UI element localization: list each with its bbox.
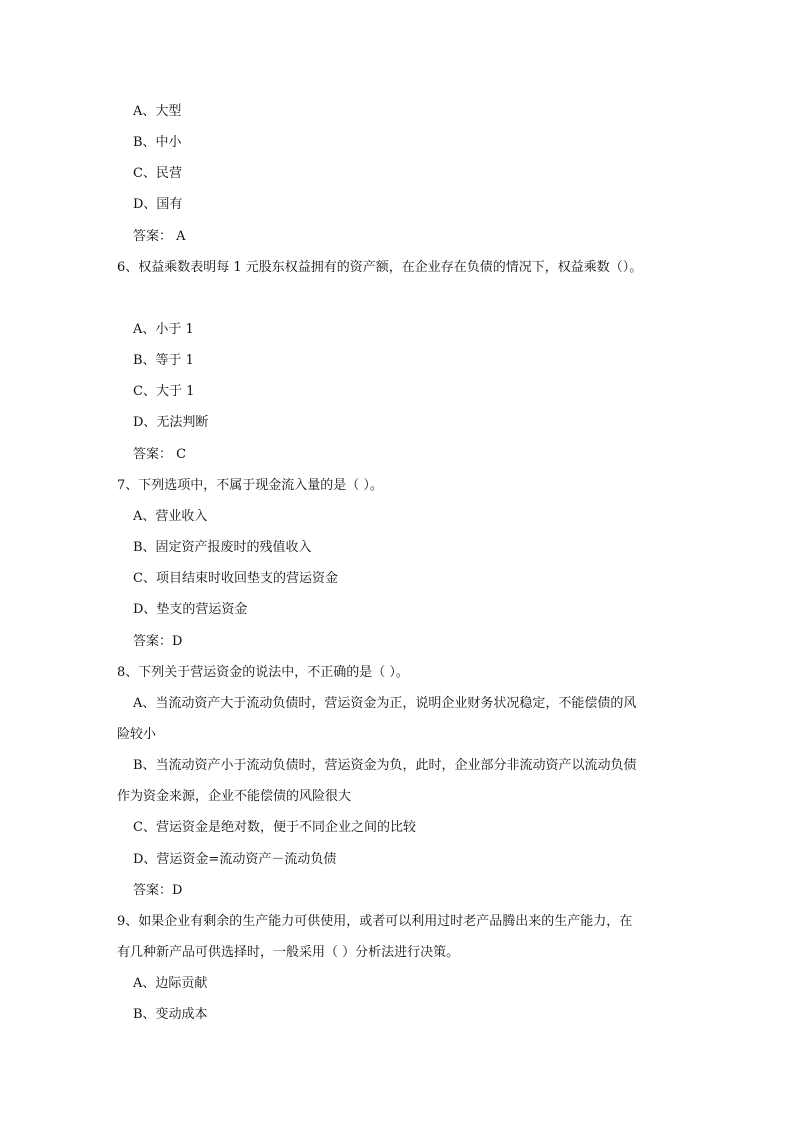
option-b: B、固定资产报废时的残值收入 xyxy=(133,540,312,555)
question-8: 8、下列关于营运资金的说法中，不正确的是（ ）。 xyxy=(117,665,409,680)
option-b: B、中小 xyxy=(133,135,182,150)
option-d: D、营运资金=流动资产－流动负债 xyxy=(133,852,337,867)
question-9: 9、如果企业有剩余的生产能力可供使用，或者可以利用过时老产品腾出来的生产能力，在 xyxy=(117,914,633,929)
answer-8: 答案：D xyxy=(133,883,183,898)
option-a-continued: 险较小 xyxy=(117,727,157,742)
option-c: C、民营 xyxy=(133,166,182,181)
answer-7: 答案：D xyxy=(133,634,183,649)
option-d: D、国有 xyxy=(133,197,183,212)
option-b-continued: 作为资金来源，企业不能偿债的风险很大 xyxy=(117,789,352,804)
option-a: A、边际贡献 xyxy=(133,976,208,991)
option-c: C、大于 1 xyxy=(133,384,195,399)
option-a: A、大型 xyxy=(133,104,182,119)
option-b: B、变动成本 xyxy=(133,1007,208,1022)
question-7: 7、下列选项中，不属于现金流入量的是（ ）。 xyxy=(117,478,383,493)
question-6: 6、权益乘数表明每 1 元股东权益拥有的资产额，在企业存在负债的情况下，权益乘数（）。 xyxy=(117,260,643,275)
option-a: A、小于 1 xyxy=(133,322,194,337)
option-d: D、无法判断 xyxy=(133,415,209,430)
answer-5: 答案： A xyxy=(133,229,186,244)
question-9-continued: 有几种新产品可供选择时，一般采用（ ）分析法进行决策。 xyxy=(117,945,460,960)
answer-6: 答案： C xyxy=(133,447,187,462)
option-a: A、当流动资产大于流动负债时，营运资金为正，说明企业财务状况稳定，不能偿债的风 xyxy=(133,696,637,711)
option-b: B、当流动资产小于流动负债时，营运资金为负，此时，企业部分非流动资产以流动负债 xyxy=(133,758,637,773)
option-c: C、营运资金是绝对数，便于不同企业之间的比较 xyxy=(133,820,416,835)
option-a: A、营业收入 xyxy=(133,509,208,524)
option-c: C、项目结束时收回垫支的营运资金 xyxy=(133,571,338,586)
option-b: B、等于 1 xyxy=(133,353,194,368)
option-d: D、垫支的营运资金 xyxy=(133,602,248,617)
